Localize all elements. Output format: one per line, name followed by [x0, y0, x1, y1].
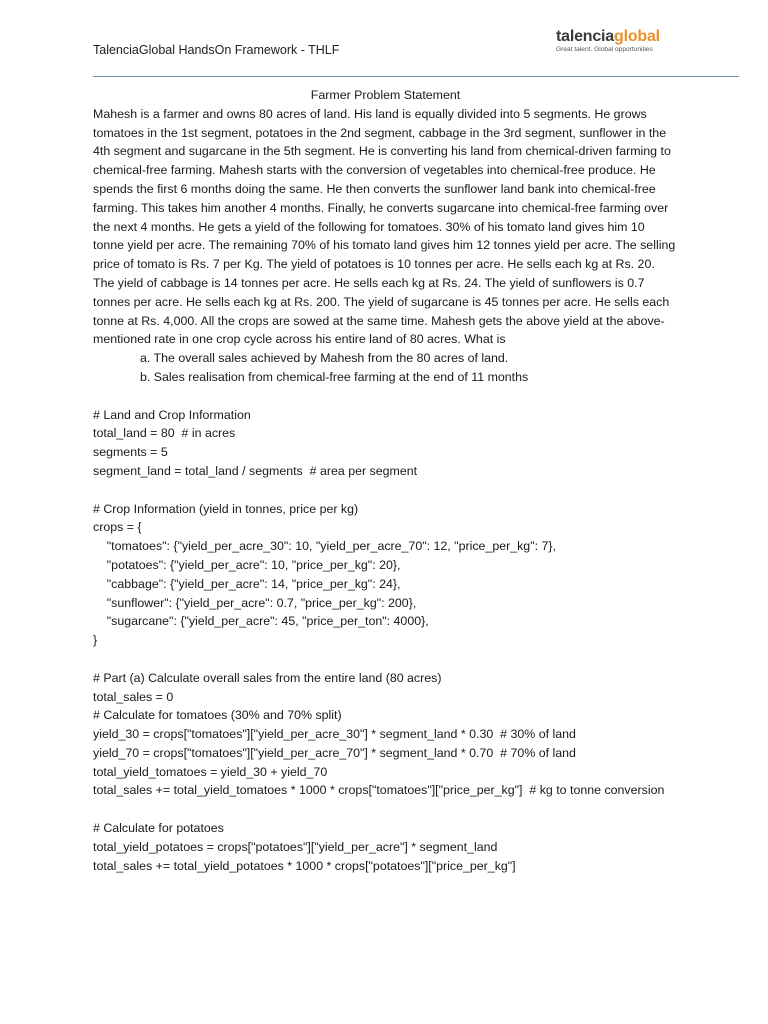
question-item: a. The overall sales achieved by Mahesh from the 80 acres of land. — [140, 351, 509, 366]
code-line: "tomatoes": {"yield_per_acre_30": 10, "yield_per_acre_70": 12, "price_per_kg": 7}, — [93, 539, 556, 554]
company-logo — [556, 28, 686, 54]
code-line: } — [93, 633, 98, 648]
code-line: total_sales += total_yield_potatoes * 1000 * crops["potatoes"]["price_per_kg"] — [93, 858, 516, 873]
code-line: yield_70 = crops["tomatoes"]["yield_per_acre_70"] * segment_land * 0.70 # 70% of land — [93, 745, 576, 760]
logo-tagline: Great talent. Global opportunities — [556, 46, 653, 53]
code-line: segment_land = total_land / segments # area per segment — [93, 463, 418, 478]
code-line: total_sales = 0 — [93, 689, 174, 704]
code-line: # Land and Crop Information — [93, 407, 251, 422]
code-line: # Calculate for tomatoes (30% and 70% split) — [93, 708, 342, 723]
code-line: # Part (a) Calculate overall sales from the entire land (80 acres) — [93, 670, 442, 685]
logo-text-part2: global — [614, 28, 660, 45]
code-line: total_land = 80 # in acres — [93, 426, 236, 441]
logo-wordmark — [556, 28, 686, 46]
code-line: yield_30 = crops["tomatoes"]["yield_per_acre_30"] * segment_land * 0.30 # 30% of land — [93, 727, 576, 742]
code-line — [93, 481, 678, 500]
logo-text-part1: talencia — [556, 28, 614, 45]
code-line: "potatoes": {"yield_per_acre": 10, "price_per_kg": 20}, — [93, 557, 401, 572]
code-line: # Calculate for potatoes — [93, 821, 224, 836]
code-line: crops = { — [93, 520, 142, 535]
code-line: # Crop Information (yield in tonnes, price per kg) — [93, 501, 359, 516]
code-line — [93, 387, 678, 406]
question-list — [93, 349, 678, 387]
code-line: total_yield_potatoes = crops["potatoes"]["yield_per_acre"] * segment_land — [93, 839, 498, 854]
question-item: b. Sales realisation from chemical-free farming at the end of 11 months — [140, 369, 529, 384]
problem-paragraph: Mahesh is a farmer and owns 80 acres of land. His land is equally divided into 5 segments. He grows tomatoes in the 1st segment, potatoes in the 2nd segment, cabbage in the 3rd segment, sunflower in the 4th segment and sugarcane in the 5th segment. He is converting his land from chemical-driven farming to chemical-free farming. Mahesh starts with the conversion of vegetables into chemical-free produce. He spends the first 6 months doing the same. He then converts the sunflower land bank into chemical-free farming. This takes him another 4 months. Finally, he converts sugarcane into chemical-free farming over the next 4 months. He gets a yield of the following for tomatoes. 30% of his tomato land gives him 10 tonne yield per acre. The remaining 70% of his tomato land gives him 12 tonnes yield per acre. The selling price of tomato is Rs. 7 per Kg. The yield of potatoes is 10 tonnes per acre. He sells each kg at Rs. 20. The yield of cabbage is 14 tonnes per acre. He sells each kg at Rs. 24. The yield of sunflowers is 0.7 tonnes per acre. He sells each kg at Rs. 200. The yield of sugarcane is 45 tonnes per acre. He sells each tonne at Rs. 4,000. All the crops are sowed at the same time. Mahesh gets the above yield at the above-mentioned rate in one crop cycle across his entire land of 80 acres. What is — [93, 106, 676, 347]
code-line: "sunflower": {"yield_per_acre": 0.7, "price_per_kg": 200}, — [93, 595, 417, 610]
header-divider — [93, 76, 739, 77]
document-body — [93, 86, 678, 875]
code-line: "cabbage": {"yield_per_acre": 14, "price_per_kg": 24}, — [93, 576, 401, 591]
code-line: total_sales += total_yield_tomatoes * 1000 * crops["tomatoes"]["price_per_kg"] # kg to tonne conversion — [93, 783, 665, 798]
header-title: TalenciaGlobal HandsOn Framework - THLF — [93, 43, 340, 57]
code-line — [93, 800, 678, 819]
code-line: segments = 5 — [93, 445, 168, 460]
document-title: Farmer Problem Statement — [310, 88, 461, 102]
code-line — [93, 650, 678, 669]
code-line: total_yield_tomatoes = yield_30 + yield_70 — [93, 764, 328, 779]
code-line: "sugarcane": {"yield_per_acre": 45, "price_per_ton": 4000}, — [93, 614, 429, 629]
code-block — [93, 387, 678, 876]
